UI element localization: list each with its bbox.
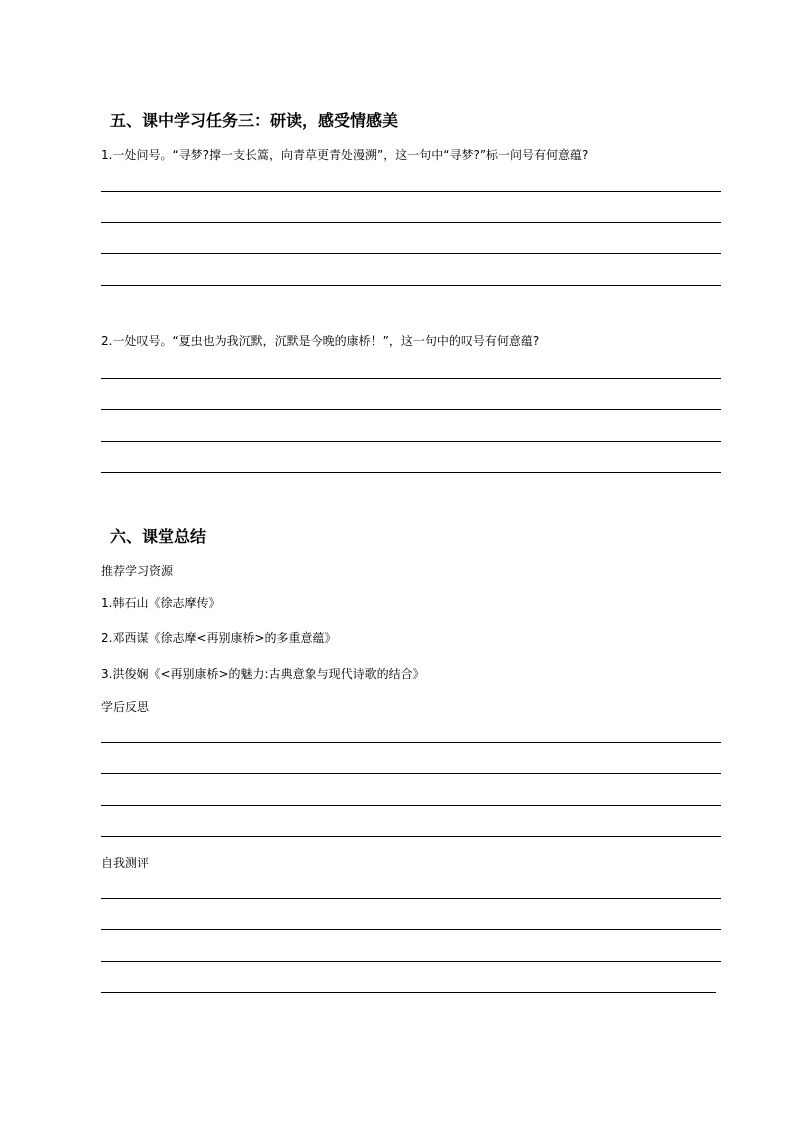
answer-line[interactable] xyxy=(101,472,721,473)
selftest-line[interactable] xyxy=(101,992,716,993)
resource-item: 2.邓西谋《徐志摩<再别康桥>的多重意蕴》 xyxy=(101,631,337,645)
reflection-line[interactable] xyxy=(101,805,721,806)
answer-line[interactable] xyxy=(101,409,721,410)
answer-line[interactable] xyxy=(101,285,721,286)
question-1: 1.一处问号。“寻梦?撑一支长篙，向青草更青处漫溯”，这一句中“寻梦?”标一问号有何意蕴? xyxy=(101,148,589,162)
answer-line[interactable] xyxy=(101,191,721,192)
selftest-label: 自我测评 xyxy=(101,856,150,870)
resource-item: 1.韩石山《徐志摩传》 xyxy=(101,596,221,610)
reflection-line[interactable] xyxy=(101,742,721,743)
resources-label: 推荐学习资源 xyxy=(101,564,174,578)
selftest-line[interactable] xyxy=(101,898,721,899)
selftest-line[interactable] xyxy=(101,961,721,962)
resource-item: 3.洪俊娴《<再别康桥>的魅力:古典意象与现代诗歌的结合》 xyxy=(101,667,425,681)
answer-line[interactable] xyxy=(101,378,721,379)
answer-line[interactable] xyxy=(101,253,721,254)
reflection-label: 学后反思 xyxy=(101,700,150,714)
question-2: 2.一处叹号。“夏虫也为我沉默，沉默是今晚的康桥！”，这一句中的叹号有何意蕴? xyxy=(101,334,540,348)
reflection-line[interactable] xyxy=(101,836,721,837)
answer-line[interactable] xyxy=(101,441,721,442)
reflection-line[interactable] xyxy=(101,773,721,774)
selftest-line[interactable] xyxy=(101,929,721,930)
section5-title: 五、课中学习任务三：研读，感受情感美 xyxy=(110,111,399,130)
answer-line[interactable] xyxy=(101,222,721,223)
section6-title: 六、课堂总结 xyxy=(110,527,207,546)
